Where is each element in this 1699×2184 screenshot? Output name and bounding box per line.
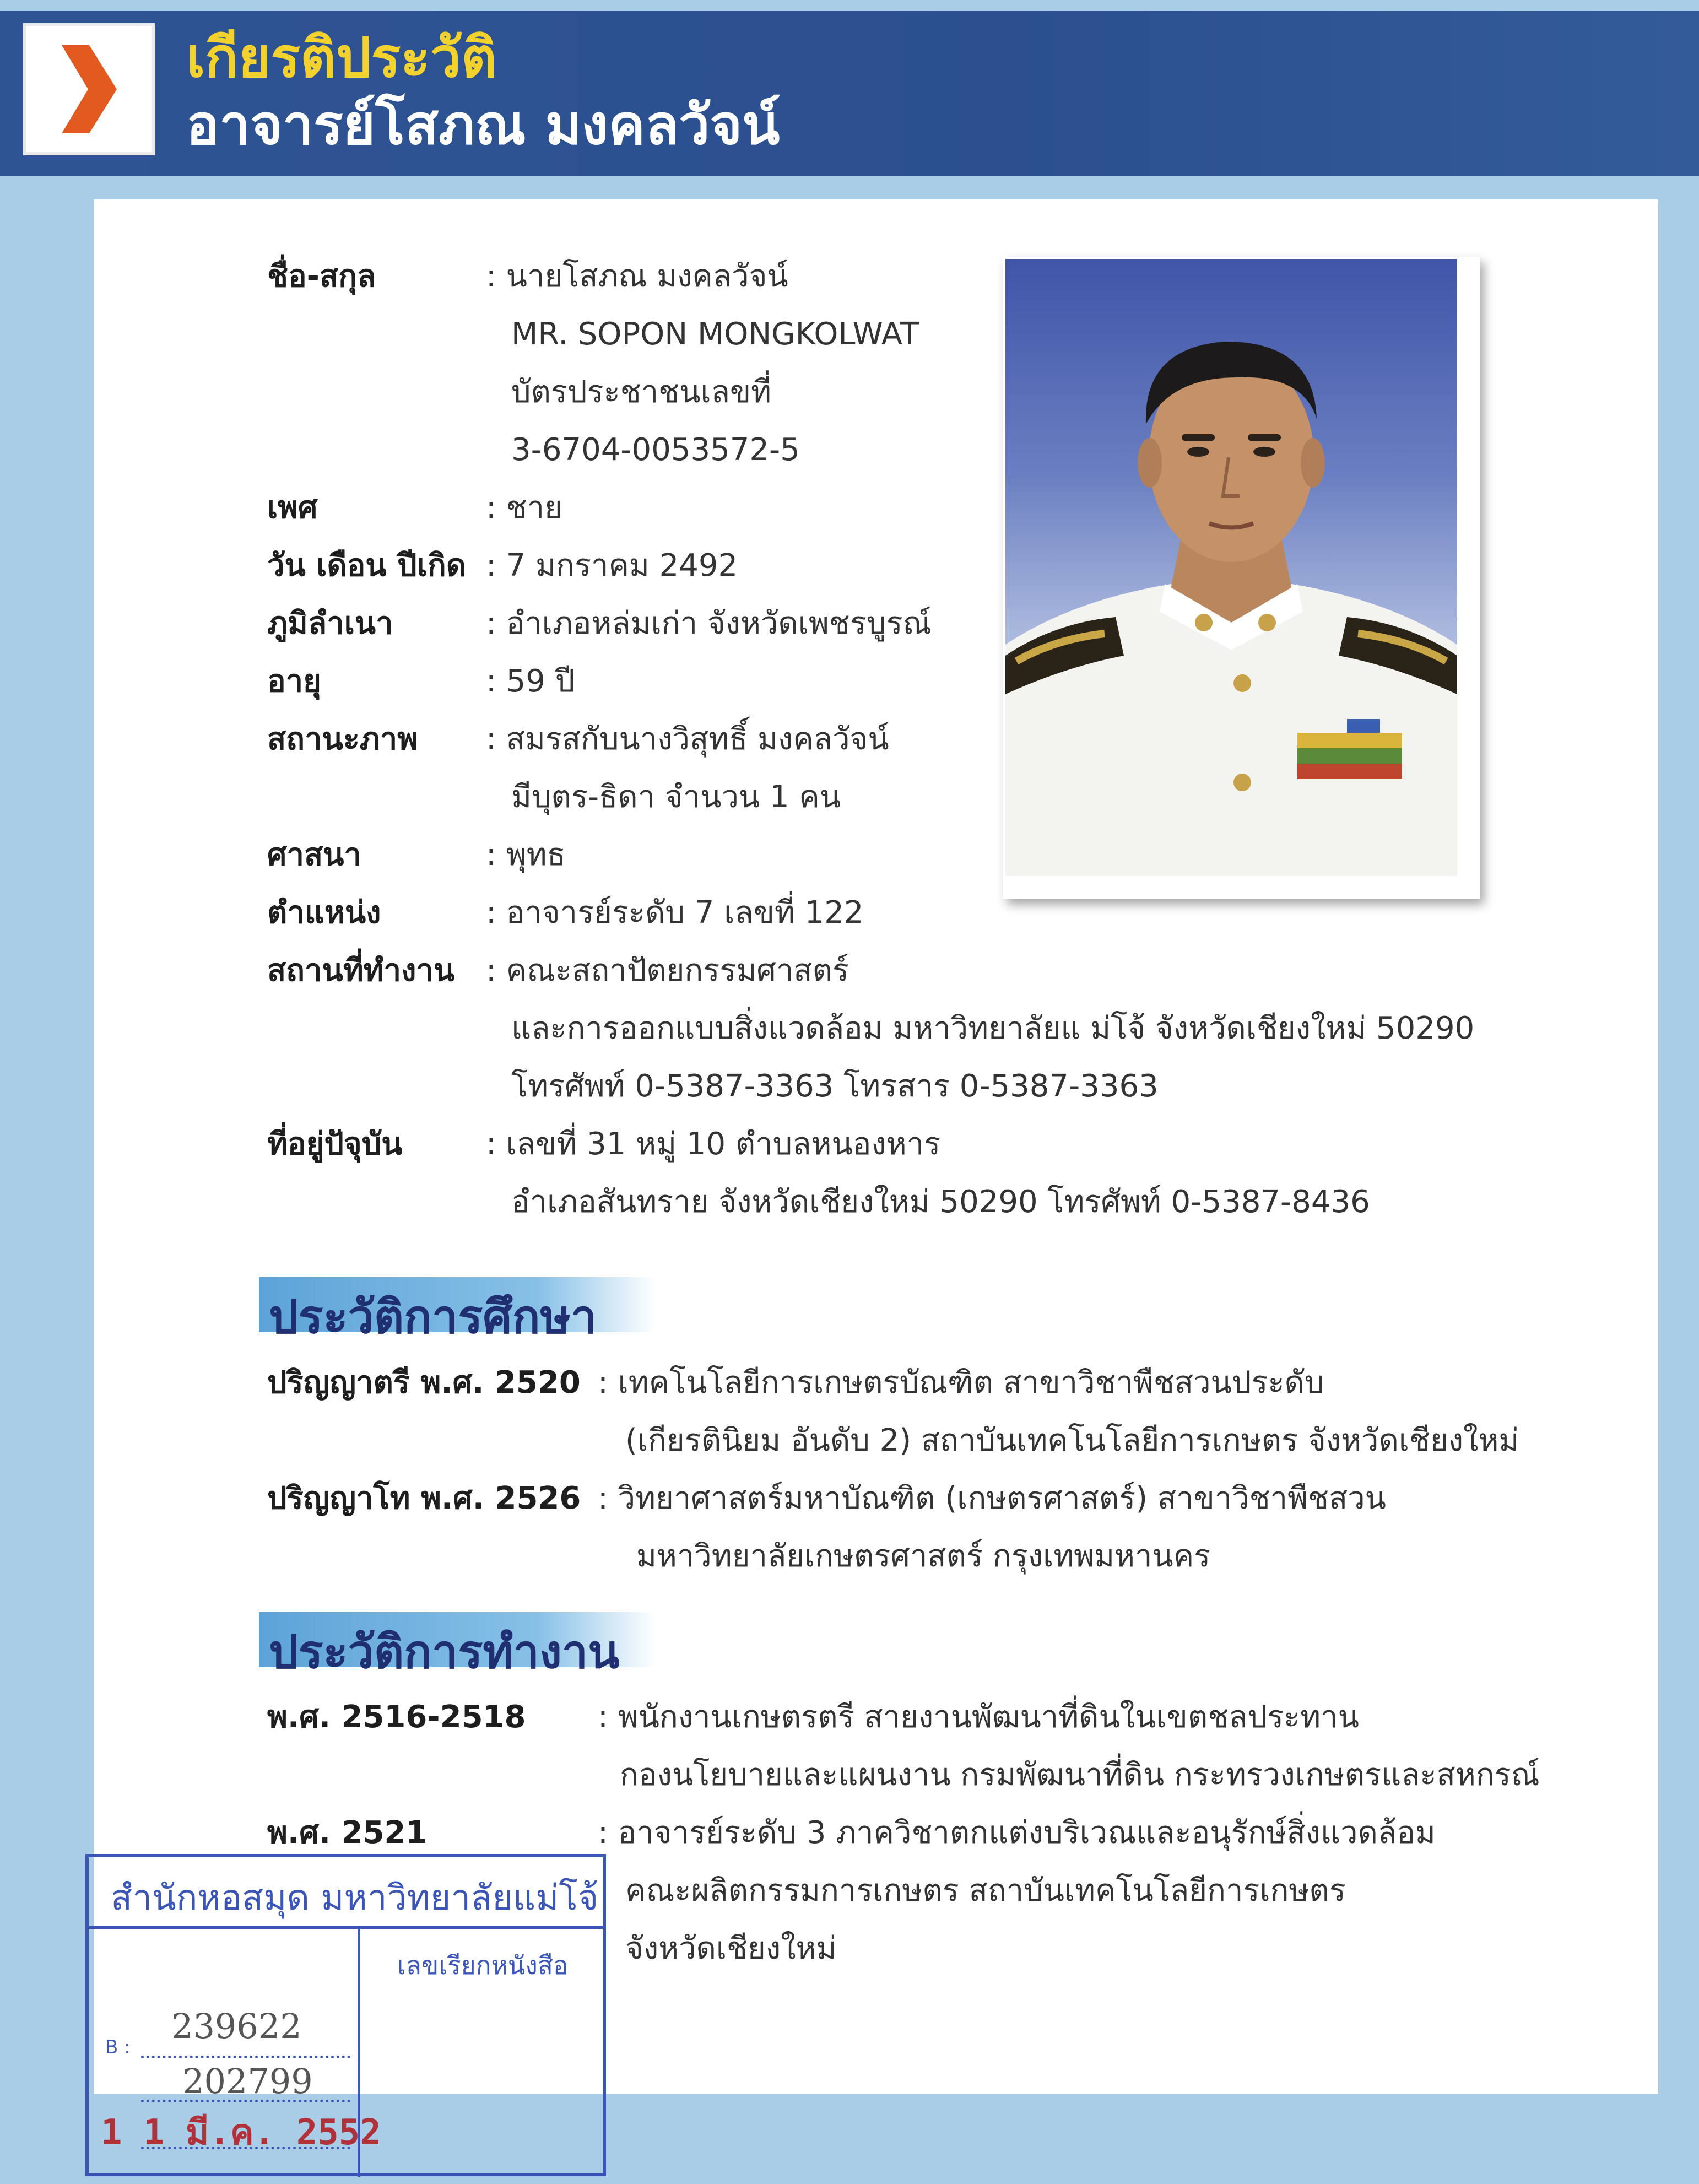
label-sex: เพศ bbox=[267, 490, 318, 526]
value-workplace-1: : คณะสถาปัตยกรรมศาสตร์ bbox=[486, 953, 850, 988]
edu-label-master: ปริญญาโท พ.ศ. 2526 bbox=[267, 1480, 581, 1516]
value-children: มีบุตร-ธิดา จำนวน 1 คน bbox=[511, 779, 841, 815]
label-address: ที่อยู่ปัจุบัน bbox=[267, 1126, 403, 1162]
library-stamp bbox=[85, 1854, 606, 2176]
work-heading-bar bbox=[259, 1612, 656, 1679]
edu-master-2: มหาวิทยาลัยเกษตรศาสตร์ กรุงเทพมหานคร bbox=[636, 1538, 1211, 1574]
education-heading: ประวัติการศึกษา bbox=[269, 1290, 597, 1344]
value-hometown: : อำเภอหล่มเก่า จังหวัดเพชรบูรณ์ bbox=[486, 606, 932, 641]
label-age: อายุ bbox=[267, 663, 321, 699]
label-name: ชื่อ-สกุล bbox=[267, 258, 376, 294]
value-age: : 59 ปี bbox=[486, 663, 575, 699]
page-title: เกียรติประวัติ bbox=[186, 25, 497, 90]
value-workplace-3: โทรศัพท์ 0-5387-3363 โทรสาร 0-5387-3363 bbox=[511, 1068, 1159, 1104]
stamp-dotted-line-1 bbox=[141, 2056, 350, 2058]
work-2-line-2: คณะผลิตกรรมการเกษตร สถาบันเทคโนโลยีการเกษตร bbox=[625, 1873, 1346, 1909]
value-id-number: 3-6704-0053572-5 bbox=[511, 432, 800, 468]
value-workplace-2: และการออกแบบสิ่งแวดล้อม มหาวิทยาลัยแ ม่โจ้ จังหวัดเชียงใหม่ 50290 bbox=[511, 1010, 1475, 1046]
work-label-2: พ.ศ. 2521 bbox=[267, 1815, 428, 1851]
profile-photo bbox=[1005, 259, 1457, 876]
value-address-1: : เลขที่ 31 หมู่ 10 ตำบลหนองหาร bbox=[486, 1126, 941, 1162]
value-name-th: : นายโสภณ มงคลวัจน์ bbox=[486, 258, 788, 294]
edu-bachelor-2: (เกียรตินิยม อันดับ 2) สถาบันเทคโนโลยีการเกษตร จังหวัดเชียงใหม่ bbox=[625, 1423, 1519, 1458]
logo bbox=[23, 23, 155, 155]
stamp-header bbox=[89, 1857, 603, 1929]
portrait-image bbox=[1005, 259, 1457, 876]
value-position: : อาจารย์ระดับ 7 เลขที่ 122 bbox=[486, 895, 864, 931]
value-id-label: บัตรประชาชนเลขที่ bbox=[511, 374, 772, 410]
label-hometown: ภูมิลำเนา bbox=[267, 606, 393, 641]
label-workplace: สถานที่ทำงาน bbox=[267, 953, 455, 988]
work-2-line-1: : อาจารย์ระดับ 3 ภาควิชาตกแต่งบริเวณและอนุรักษ์สิ่งแวดล้อม bbox=[598, 1815, 1436, 1851]
work-label-1: พ.ศ. 2516-2518 bbox=[267, 1699, 526, 1735]
value-address-2: อำเภอสันทราย จังหวัดเชียงใหม่ 50290 โทรศัพท์ 0-5387-8436 bbox=[511, 1184, 1370, 1220]
work-1-line-2: กองนโยบายและแผนงาน กรมพัฒนาที่ดิน กระทรวงเกษตรและสหกรณ์ bbox=[620, 1757, 1540, 1793]
stamp-handwritten-number-2: 202799 bbox=[182, 2061, 313, 2101]
edu-bachelor-1: : เทคโนโลยีการเกษตรบัณฑิต สาขาวิชาพืชสวนประดับ bbox=[598, 1365, 1324, 1401]
value-birthdate: : 7 มกราคม 2492 bbox=[486, 548, 738, 583]
work-heading: ประวัติการทำงาน bbox=[269, 1625, 620, 1679]
stamp-b-prefix: B : bbox=[105, 2036, 131, 2058]
stamp-call-number-label: เลขเรียกหนังสือ bbox=[397, 1950, 569, 1980]
label-status: สถานะภาพ bbox=[267, 721, 418, 757]
edu-master-1: : วิทยาศาสตร์มหาบัณฑิต (เกษตรศาสตร์) สาขาวิชาพืชสวน bbox=[598, 1480, 1386, 1516]
label-religion: ศาสนา bbox=[267, 837, 361, 873]
chevron-right-icon bbox=[56, 42, 122, 136]
value-sex: : ชาย bbox=[486, 490, 562, 526]
value-name-en: MR. SOPON MONGKOLWAT bbox=[511, 316, 919, 352]
label-birthdate: วัน เดือน ปีเกิด bbox=[267, 548, 467, 583]
value-religion: : พุทธ bbox=[486, 837, 566, 873]
education-heading-bar bbox=[259, 1277, 656, 1344]
stamp-title: สำนักหอสมุด มหาวิทยาลัยแม่โจ้ bbox=[111, 1878, 599, 1918]
value-status: : สมรสกับนางวิสุทธิ์ มงคลวัจน์ bbox=[486, 721, 889, 757]
label-position: ตำแหน่ง bbox=[267, 895, 381, 931]
stamp-date: 1 1 มี.ค. 2552 bbox=[101, 2112, 381, 2153]
edu-label-bachelor: ปริญญาตรี พ.ศ. 2520 bbox=[267, 1365, 581, 1401]
work-2-line-3: จังหวัดเชียงใหม่ bbox=[625, 1931, 837, 1966]
work-1-line-1: : พนักงานเกษตรตรี สายงานพัฒนาที่ดินในเขตชลประทาน bbox=[598, 1699, 1359, 1735]
page-subtitle: อาจารย์โสภณ มงคลวัจน์ bbox=[186, 93, 780, 157]
stamp-handwritten-number-1: 239622 bbox=[171, 2006, 302, 2046]
